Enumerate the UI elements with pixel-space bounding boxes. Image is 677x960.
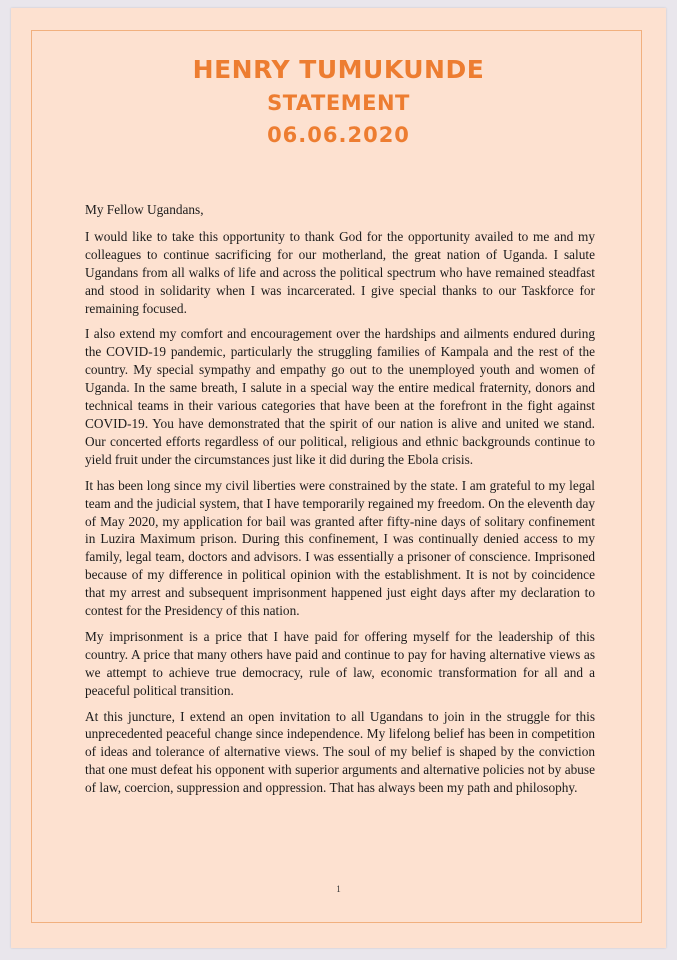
paragraph-1: I would like to take this opportunity to thank God for the opportunity availed to me and my colleagues to continue sacrificing for our motherland, the great nation of Uganda. I salute Ugandans from all walks of life and across the political spectrum who have remained steadfast and stood in solidarity when I was incarcerated. I give special thanks to our Taskforce for remaining focused. xyxy=(85,228,595,316)
paragraph-4: My imprisonment is a price that I have paid for offering myself for the leadership of this country. A price that many others have paid and continue to pay for having alternative views as we attempt to achieve true democracy, rule of law, economic transformation for all and a peaceful political transition. xyxy=(85,628,595,698)
document-page xyxy=(11,8,666,948)
paragraph-5: At this juncture, I extend an open invitation to all Ugandans to join in the struggle for this unprecedented peaceful change since independence. My lifelong belief has been in competition of ideas and tolerance of alternative views. The soul of my belief is shaped by the conviction that one must defeat his opponent with superior arguments and alternative policies not by abuse of law, coercion, suppression and oppression. That has always been my path and philosophy. xyxy=(85,708,595,796)
document-header xyxy=(11,53,666,151)
document-subtitle: STATEMENT xyxy=(267,91,410,115)
paragraph-3: It has been long since my civil liberties were constrained by the state. I am grateful to my legal team and the judicial system, that I have temporarily regained my freedom. On the eleventh day of May 2020, my application for bail was granted after fifty-nine days of solitary confinement in Luzira Maximum prison. During this confinement, I was continually denied access to my family, legal team, doctors and advisors. I was essentially a prisoner of conscience. Imprisoned because of my difference in political opinion with the establishment. It is not by coincidence that my arrest and subsequent imprisonment happened just eight days after my declaration to contest for the Presidency of this nation. xyxy=(85,477,595,619)
author-name: HENRY TUMUKUNDE xyxy=(192,55,485,84)
greeting: My Fellow Ugandans, xyxy=(85,202,204,217)
paragraph-2: I also extend my comfort and encouragement over the hardships and ailments endured during the COVID-19 pandemic, particularly the struggling families of Kampala and the rest of the country. My special sympathy and empathy go out to the unemployed youth and women of Uganda. In the same breath, I salute in a special way the entire medical fraternity, donors and technical teams in their various categories that have been at the forefront in the fight against COVID-19. You have demonstrated that the spirit of our nation is alive and united we stand. Our concerted efforts regardless of our political, religious and ethnic backgrounds continue to yield fruit under the circumstances just like it did during the Ebola crisis. xyxy=(85,326,595,467)
statement-date: 06.06.2020 xyxy=(267,123,410,147)
statement-body xyxy=(85,201,595,805)
page-number: 1 xyxy=(336,884,341,894)
